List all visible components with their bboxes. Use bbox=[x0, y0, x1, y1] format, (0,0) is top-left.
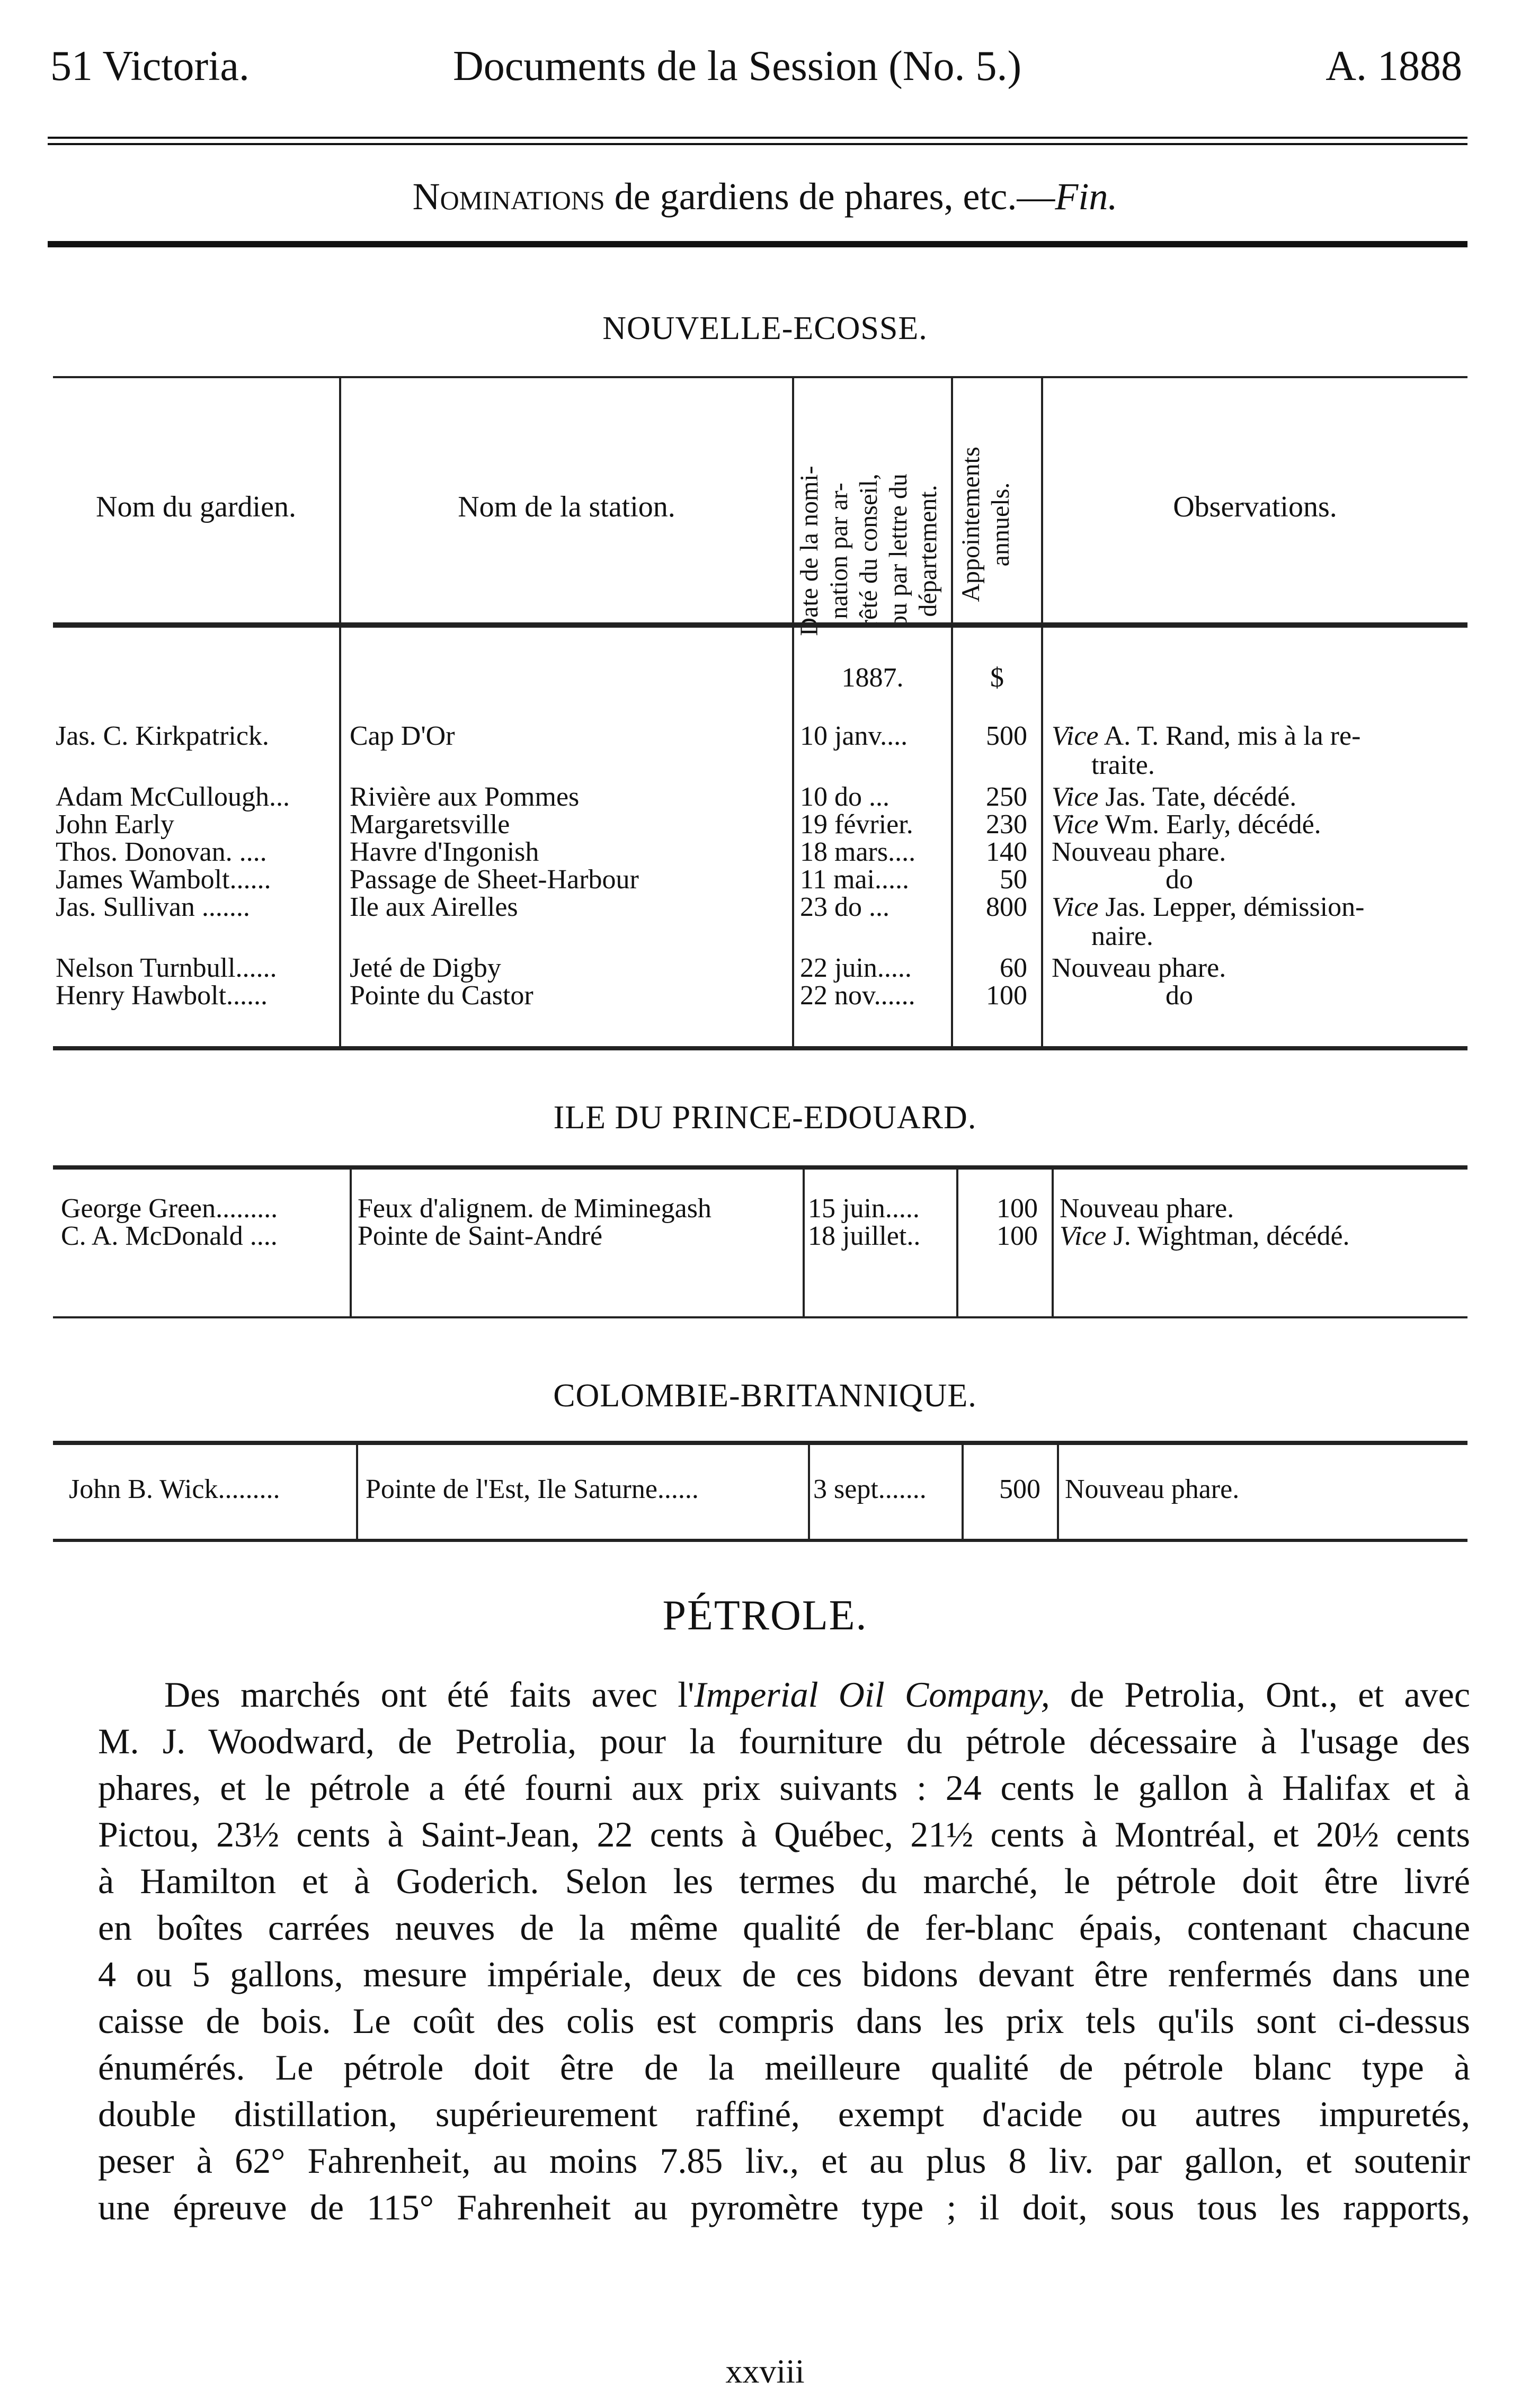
row-date: 22 nov...... bbox=[800, 980, 915, 1011]
vice-label: Vice bbox=[1052, 809, 1099, 840]
col-divider-1 bbox=[356, 1441, 358, 1539]
row-name: Jas. C. Kirkpatrick. bbox=[56, 721, 269, 751]
row-salary: 100 bbox=[997, 1193, 1038, 1224]
vice-label: Vice bbox=[1060, 1221, 1107, 1251]
row-observation bbox=[1166, 864, 1193, 896]
observation-text: Nouveau phare. bbox=[1052, 953, 1226, 983]
row-date: 11 mai..... bbox=[800, 864, 910, 895]
row-observation bbox=[1052, 781, 1296, 813]
section-2-bottom-rule bbox=[53, 1316, 1467, 1318]
col-divider-2 bbox=[792, 376, 794, 1046]
subtitle-italic: Fin. bbox=[1055, 175, 1118, 218]
vice-label: Vice bbox=[1052, 892, 1099, 922]
company-name: Imperial Oil Company, bbox=[694, 1674, 1050, 1715]
row-station: Havre d'Ingonish bbox=[350, 837, 539, 867]
row-date: 10 janv.... bbox=[800, 721, 908, 751]
observation-text: Nouveau phare. bbox=[1060, 1193, 1234, 1224]
header-bottom-rule bbox=[53, 622, 1467, 628]
observation-text: Nouveau phare. bbox=[1052, 837, 1226, 867]
row-salary: 500 bbox=[986, 721, 1027, 751]
col-divider-4 bbox=[1057, 1441, 1059, 1539]
paragraph-line: Pictou, 23½ cents à Saint-Jean, 22 cents à Québec, 21½ cents à Montréal, et 20½ cents bbox=[98, 1814, 1470, 1854]
row-observation bbox=[1065, 1474, 1239, 1505]
row-name: Nelson Turnbull...... bbox=[56, 953, 277, 983]
row-date: 23 do ... bbox=[800, 892, 889, 922]
table-top-rule bbox=[53, 376, 1467, 378]
row-observation bbox=[1060, 1220, 1350, 1252]
row-name: C. A. McDonald .... bbox=[61, 1221, 278, 1251]
row-observation bbox=[1060, 1193, 1234, 1225]
row-name: James Wambolt...... bbox=[56, 864, 271, 895]
row-name: John Early bbox=[56, 809, 174, 840]
header-station: Nom de la station. bbox=[458, 490, 675, 523]
paragraph-line: énumérés. Le pétrole doit être de la meilleure qualité de pétrole blanc type à bbox=[98, 2047, 1470, 2088]
section-1-bottom-rule bbox=[53, 1046, 1467, 1050]
table-subtitle bbox=[0, 175, 1530, 219]
section-title-colombie-britannique: COLOMBIE-BRITANNIQUE. bbox=[553, 1378, 977, 1414]
vice-label: Vice bbox=[1052, 782, 1099, 812]
section-2-top-rule bbox=[53, 1165, 1467, 1170]
row-name: Jas. Sullivan ....... bbox=[56, 892, 250, 922]
row-station: Pointe de l'Est, Ile Saturne...... bbox=[366, 1474, 699, 1504]
text-run: de Petrolia, Ont., et avec bbox=[1049, 1674, 1471, 1715]
row-station: Passage de Sheet-Harbour bbox=[350, 864, 639, 895]
paragraph-line: peser à 62° Fahrenheit, au moins 7.85 liv., et au plus 8 liv. par gallon, et soutenir bbox=[98, 2141, 1470, 2181]
row-salary: 100 bbox=[986, 980, 1027, 1011]
row-name: Henry Hawbolt...... bbox=[56, 980, 268, 1011]
row-observation bbox=[1052, 809, 1321, 841]
header-date: Date de la nomi- nation par ar- rêté du conseil, ou par lettre du département. bbox=[795, 466, 942, 636]
row-date: 19 février. bbox=[800, 809, 913, 840]
row-observation-cont: traite. bbox=[1091, 750, 1155, 780]
row-date: 18 juillet.. bbox=[808, 1221, 921, 1251]
header-double-rule bbox=[48, 137, 1467, 145]
paragraph-line: double distillation, supérieurement raffiné, exempt d'acide ou autres impuretés, bbox=[98, 2094, 1470, 2134]
subtitle-rest: de gardiens de phares, etc.— bbox=[604, 175, 1055, 218]
section-title-nouvelle-ecosse: NOUVELLE-ECOSSE. bbox=[602, 310, 928, 346]
row-salary: 250 bbox=[986, 782, 1027, 812]
row-observation bbox=[1052, 836, 1226, 868]
currency-label: $ bbox=[990, 663, 1004, 693]
row-name: George Green......... bbox=[61, 1193, 278, 1224]
col-divider-2 bbox=[808, 1441, 810, 1539]
observation-text: do bbox=[1166, 864, 1193, 895]
col-divider-4 bbox=[1052, 1165, 1054, 1316]
running-header-center: Documents de la Session (No. 5.) bbox=[453, 43, 1022, 90]
observation-text: Nouveau phare. bbox=[1065, 1474, 1240, 1504]
section-3-bottom-rule bbox=[53, 1539, 1467, 1542]
row-station: Cap D'Or bbox=[350, 721, 455, 751]
observation-text: Jas. Lepper, démission- bbox=[1098, 892, 1365, 922]
row-station: Feux d'alignem. de Miminegash bbox=[358, 1193, 711, 1224]
col-divider-4 bbox=[1041, 376, 1043, 1046]
subtitle-caps: Nominations bbox=[412, 175, 605, 218]
row-station: Ile aux Airelles bbox=[350, 892, 518, 922]
row-observation bbox=[1052, 952, 1226, 984]
observation-text: A. T. Rand, mis à la re- bbox=[1098, 721, 1361, 751]
row-name: Adam McCullough... bbox=[56, 782, 290, 812]
row-name: John B. Wick......... bbox=[69, 1474, 280, 1504]
running-header bbox=[50, 42, 1462, 101]
header-name: Nom du gardien. bbox=[96, 490, 296, 523]
paragraph-line: caisse de bois. Le coût des colis est compris dans les prix tels qu'ils sont ci-dessus bbox=[98, 2001, 1470, 2041]
row-observation bbox=[1052, 891, 1364, 923]
col-divider-1 bbox=[339, 376, 341, 1046]
row-name: Thos. Donovan. .... bbox=[56, 837, 267, 867]
row-salary: 60 bbox=[1000, 953, 1027, 983]
col-divider-3 bbox=[951, 376, 953, 1046]
row-station: Jeté de Digby bbox=[350, 953, 501, 983]
row-salary: 230 bbox=[986, 809, 1027, 840]
text-run: Des marchés ont été faits avec l' bbox=[164, 1674, 695, 1715]
subtitle-heavy-rule bbox=[48, 241, 1467, 247]
paragraph-line bbox=[98, 1671, 1470, 1718]
year-label: 1887. bbox=[841, 663, 904, 693]
vice-label: Vice bbox=[1052, 721, 1099, 751]
row-salary: 800 bbox=[986, 892, 1027, 922]
row-date: 15 juin..... bbox=[808, 1193, 920, 1224]
row-salary: 140 bbox=[986, 837, 1027, 867]
col-divider-1 bbox=[350, 1165, 352, 1316]
header-observations: Observations. bbox=[1173, 490, 1337, 523]
section-3-top-rule bbox=[53, 1441, 1467, 1445]
row-date: 10 do ... bbox=[800, 782, 889, 812]
observation-text: J. Wightman, décédé. bbox=[1106, 1221, 1350, 1251]
row-date: 22 juin..... bbox=[800, 953, 912, 983]
row-station: Pointe de Saint-André bbox=[358, 1221, 603, 1251]
row-station: Rivière aux Pommes bbox=[350, 782, 580, 812]
section-title-ile-du-prince-edouard: ILE DU PRINCE-EDOUARD. bbox=[553, 1100, 977, 1136]
paragraph-line: en boîtes carrées neuves de la même qualité de fer-blanc épais, contenant chacune bbox=[98, 1907, 1470, 1948]
page-number: xxviii bbox=[725, 2352, 805, 2390]
row-salary: 500 bbox=[999, 1474, 1040, 1504]
row-observation bbox=[1166, 980, 1193, 1012]
running-header-right: A. 1888 bbox=[1326, 43, 1462, 90]
row-date: 18 mars.... bbox=[800, 837, 916, 867]
header-salary: Appointements annuels. bbox=[957, 447, 1015, 602]
petrole-paragraph bbox=[98, 1671, 1470, 2231]
row-observation bbox=[1052, 720, 1360, 752]
observation-text: do bbox=[1166, 980, 1193, 1011]
petrole-title: PÉTROLE. bbox=[662, 1592, 868, 1639]
observation-text: Jas. Tate, décédé. bbox=[1098, 782, 1297, 812]
row-observation-cont: naire. bbox=[1091, 921, 1153, 951]
paragraph-line: à Hamilton et à Goderich. Selon les termes du marché, le pétrole doit être livré bbox=[98, 1861, 1470, 1901]
paragraph-line: phares, et le pétrole a été fourni aux prix suivants : 24 cents le gallon à Halifax et à bbox=[98, 1768, 1470, 1808]
row-station: Margaretsville bbox=[350, 809, 510, 840]
row-date: 3 sept....... bbox=[813, 1474, 927, 1504]
row-salary: 50 bbox=[1000, 864, 1027, 895]
col-divider-2 bbox=[803, 1165, 805, 1316]
paragraph-line: M. J. Woodward, de Petrolia, pour la fourniture du pétrole décessaire à l'usage des bbox=[98, 1721, 1470, 1761]
paragraph-line: une épreuve de 115° Fahrenheit au pyromètre type ; il doit, sous tous les rapports, bbox=[98, 2187, 1470, 2227]
row-salary: 100 bbox=[997, 1221, 1038, 1251]
running-header-left: 51 Victoria. bbox=[50, 43, 250, 90]
paragraph-line: 4 ou 5 gallons, mesure impériale, deux de ces bidons devant être renfermés dans une bbox=[98, 1954, 1470, 1994]
row-station: Pointe du Castor bbox=[350, 980, 533, 1011]
observation-text: Wm. Early, décédé. bbox=[1098, 809, 1321, 840]
